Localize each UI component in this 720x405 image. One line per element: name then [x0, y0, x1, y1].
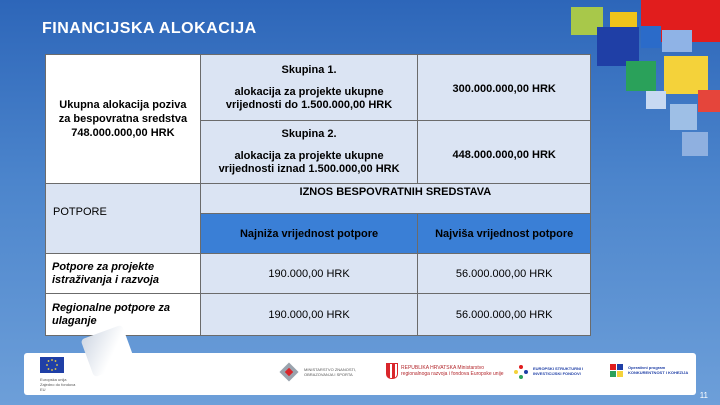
- page-number: 11: [699, 391, 708, 400]
- group2-amount-cell: [418, 121, 591, 184]
- col-min-label: Najniža vrijednost potpore: [239, 227, 379, 240]
- eu-caption: Europska unija Zajedno do fondova EU: [40, 377, 76, 392]
- row-label-text: Potpore za projekte istraživanja i razvoja: [52, 260, 159, 286]
- total-allocation-cell: [46, 55, 201, 184]
- col-max-header: [418, 214, 591, 254]
- group1-amount-cell: [418, 55, 591, 121]
- col-min-header: [200, 214, 418, 254]
- table-row-max: [418, 254, 591, 294]
- ministry1-text: MINISTARSTVO ZNANOSTI, OBRAZOVANJA I SPORTA: [304, 367, 357, 377]
- allocation-table: [45, 54, 591, 336]
- total-allocation-label: Ukupna alokacija poziva za bespovratna sredstva 748.000.000,00 HRK: [58, 99, 188, 139]
- ministry-cube-icon: [279, 362, 298, 381]
- row-max-value: 56.000.000,00 HRK: [455, 308, 553, 321]
- eu-funds-star-icon: [513, 364, 529, 380]
- grant-header: IZNOS BESPOVRATNIH SREDSTAVA: [299, 186, 492, 198]
- potpore-label: POTPORE: [53, 206, 107, 218]
- group1-label: Skupina 1.: [281, 63, 337, 76]
- table-row-min: [200, 254, 418, 294]
- group1-amount: 300.000.000,00 HRK: [452, 83, 556, 95]
- row-label-text: Regionalne potpore za ulaganje: [52, 301, 170, 327]
- funds-text: EUROPSKI STRUKTURNI I INVESTICIJSKI FONDOVI: [533, 366, 584, 376]
- program-squares-icon: [610, 364, 624, 378]
- table-row-label: [46, 254, 201, 294]
- footer-logo-bar: [24, 353, 696, 395]
- row-min-value: 190.000,00 HRK: [268, 267, 350, 280]
- table-row-min: [200, 294, 418, 336]
- group1-desc: alokacija za projekte ukupne vrijednosti do 1.500.000,00 HRK: [225, 85, 393, 111]
- grant-header-cell: [200, 184, 590, 214]
- ministry2-text: REPUBLIKA HRVATSKA Ministarstvo regionalnoga razvoja i fondova Europske unije: [401, 365, 504, 377]
- croatia-coat-of-arms-icon: [386, 363, 398, 379]
- group2-label: Skupina 2.: [281, 128, 337, 140]
- table-row-max: [418, 294, 591, 336]
- program-text: Operativni program KONKURENTNOST I KOHEZIJA: [628, 365, 689, 375]
- eu-flag-icon: [40, 357, 64, 373]
- group1-cell: [200, 55, 418, 121]
- row-max-value: 56.000.000,00 HRK: [455, 267, 553, 280]
- slide-title: FINANCIJSKA ALOKACIJA: [42, 20, 257, 37]
- row-min-value: 190.000,00 HRK: [268, 308, 350, 321]
- group2-desc: alokacija za projekte ukupne vrijednosti iznad 1.500.000,00 HRK: [218, 150, 400, 175]
- potpore-cell: [46, 184, 201, 254]
- col-max-label: Najviša vrijednost potpore: [435, 227, 574, 240]
- group2-amount: 448.000.000,00 HRK: [452, 149, 556, 161]
- group2-cell: [200, 121, 418, 184]
